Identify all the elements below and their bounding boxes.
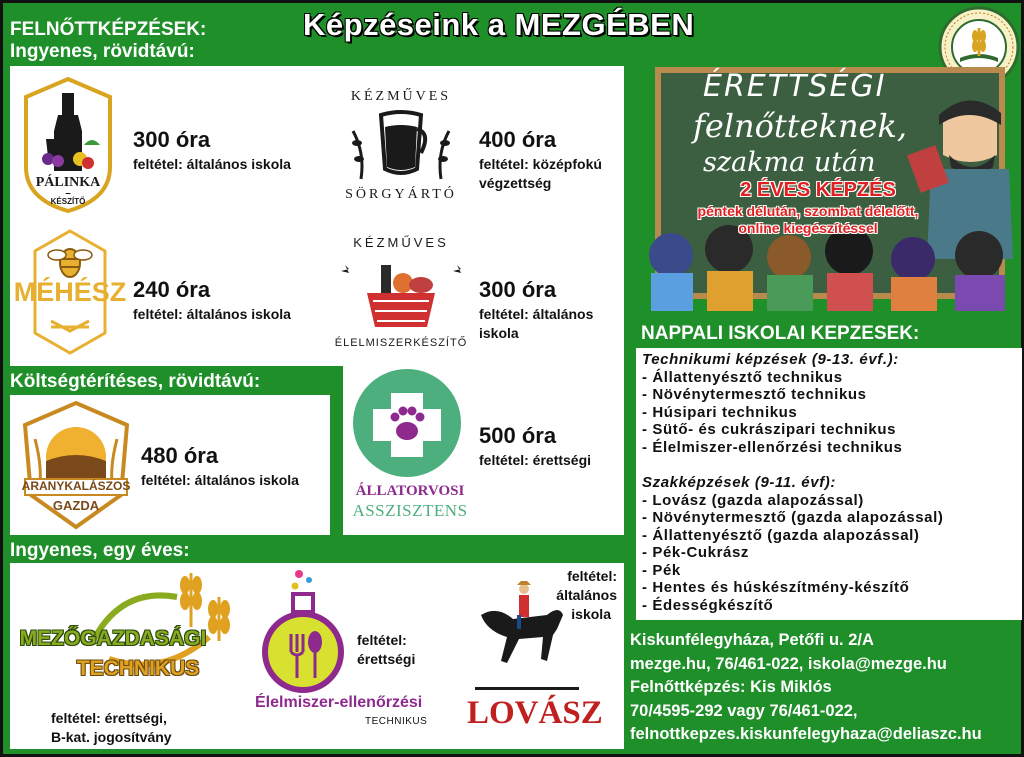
lovasz-condition-line3: iskola <box>571 606 611 622</box>
elelmiszerkeszito-logo <box>333 231 469 359</box>
ellenorzesi-condition-line1: feltétel: <box>357 632 407 648</box>
allatorvosi-condition: feltétel: érettségi <box>479 452 592 468</box>
lovasz-logo-text: LOVÁSZ <box>467 695 603 731</box>
aranykalaszos-gazda-logo <box>17 399 135 531</box>
vocational-heading: Szakképzések (9-11. évf): <box>642 474 836 491</box>
contact-adult: Felnőttképzés: Kis Miklós <box>630 678 832 696</box>
list-item: - Állattenyésztő technikus <box>642 368 843 386</box>
list-item: - Sütő- és cukrászipari technikus <box>642 421 897 438</box>
list-item: - Húsipari technikus <box>642 403 798 421</box>
aranykalasz-condition: feltétel: általános iskola <box>141 472 299 488</box>
palinka-logo <box>18 75 118 215</box>
tech-heading: Technikumi képzések (9-13. évf.): <box>642 351 899 368</box>
section-paid-short-title: Költségtérítéses, rövidtávú: <box>10 371 261 392</box>
elelmiszer-logo-bottom-text: ÉLELMISZERKÉSZÍTŐ <box>334 337 468 349</box>
list-item: - Édességkészítő <box>642 596 774 614</box>
aranykalasz-hours: 480 óra <box>141 443 219 468</box>
day-school-list <box>636 348 1022 620</box>
elelmiszer-condition-line1: feltétel: általános <box>479 306 594 322</box>
mehesz-logo-text: MÉHÉSZ <box>13 277 127 307</box>
list-item: - Növénytermesztő technikus <box>642 386 867 403</box>
mezogazdasagi-technikus-logo <box>13 567 239 693</box>
sorgyarto-condition-line2: végzettség <box>479 175 552 191</box>
mezogazdasagi-condition-line1: feltétel: érettségi, <box>51 710 167 726</box>
section-free-year-title: Ingyenes, egy éves: <box>10 540 190 561</box>
palinka-condition: feltétel: általános iskola <box>133 156 291 172</box>
palinka-logo-dash: – <box>65 188 71 199</box>
allatorvosi-hours: 500 óra <box>479 423 557 448</box>
allatorvosi-logo-text: ÁLLATORVOSI <box>355 483 465 499</box>
contact-web: mezge.hu, 76/461-022, iskola@mezge.hu <box>630 654 947 673</box>
section-day-school-title: NAPPALI ISKOLAI KEPZESEK: <box>641 323 920 344</box>
asszisztens-logo-text: ASSZISZTENS <box>352 501 468 520</box>
sorgyarto-logo <box>331 83 471 213</box>
palinka-hours: 300 óra <box>133 127 211 152</box>
allatorvosi-asszisztens-logo <box>347 369 473 521</box>
contact-email: felnottkepzes.kiskunfelegyhaza@deliaszc.hu <box>630 725 982 743</box>
ellenorzesi-condition-line2: érettségi <box>357 651 416 667</box>
aranykalaszos-logo-text: ARANYKALÁSZOS <box>21 479 131 493</box>
board-line2: felnőtteknek, <box>693 107 908 145</box>
elelmiszer-logo-top-text: KÉZMŰVES <box>353 235 449 250</box>
mezogazdasagi-logo-text: MEZŐGAZDASÁGI <box>19 627 207 650</box>
list-item: - Állattenyésztő (gazda alapozással) <box>642 526 920 544</box>
lovasz-condition-line1: feltétel: <box>567 568 617 584</box>
board-sub2: online kiegészítéssel <box>738 220 878 236</box>
adult-education-title: FELNŐTTKÉPZÉSEK: <box>10 19 207 40</box>
board-line1: ÉRETTSÉGI <box>703 69 887 104</box>
contact-address: Kiskunfélegyháza, Petőfi u. 2/A <box>630 631 874 649</box>
contact-phones: 70/4595-292 vagy 76/461-022, <box>630 701 858 720</box>
sorgyarto-hours: 400 óra <box>479 127 557 152</box>
mehesz-hours: 240 óra <box>133 277 211 302</box>
palinka-logo-subtext: KÉSZÍTŐ <box>50 197 86 206</box>
list-item: - Élelmiszer-ellenőrzési technikus <box>642 438 903 456</box>
board-line3: szakma után <box>703 147 876 178</box>
main-title: Képzéseink a MEZGÉBEN <box>303 7 695 42</box>
classroom-illustration <box>643 59 1019 311</box>
list-item: - Pék <box>642 561 681 579</box>
palinka-logo-text: PÁLINKA <box>35 175 101 190</box>
technikus-logo-text: TECHNIKUS <box>76 657 200 680</box>
elelmiszer-condition-line2: iskola <box>479 325 519 341</box>
section-free-short-title: Ingyenes, rövidtávú: <box>10 41 195 62</box>
elelmiszer-hours: 300 óra <box>479 277 557 302</box>
sorgyarto-logo-top-text: KÉZMŰVES <box>350 89 452 104</box>
gazda-logo-text: GAZDA <box>52 498 100 513</box>
list-item: - Növénytermesztő (gazda alapozással) <box>642 509 944 526</box>
ellenorzesi-logo-text: Élelmiszer-ellenőrzési <box>255 694 423 711</box>
mehesz-logo <box>11 225 129 359</box>
contact-block <box>630 629 982 747</box>
board-sub1: péntek délután, szombat délelőtt, <box>697 203 919 219</box>
elelmiszer-ellenorzesi-logo <box>255 566 447 736</box>
sorgyarto-condition-line1: feltétel: középfokú <box>479 156 602 172</box>
sorgyarto-logo-bottom-text: SÖRGYÁRTÓ <box>345 187 457 202</box>
ellenorzesi-technikus-text: TECHNIKUS <box>365 716 428 727</box>
lovasz-condition-line2: általános <box>556 587 617 603</box>
list-item: - Pék-Cukrász <box>642 544 750 561</box>
list-item: - Lovász (gazda alapozással) <box>642 491 864 509</box>
list-item: - Hentes és húskészítmény-készítő <box>642 579 910 596</box>
mezogazdasagi-condition-line2: B-kat. jogosítvány <box>51 729 172 745</box>
mehesz-condition: feltétel: általános iskola <box>133 306 291 322</box>
board-highlight: 2 ÉVES KÉPZÉS <box>740 179 896 201</box>
